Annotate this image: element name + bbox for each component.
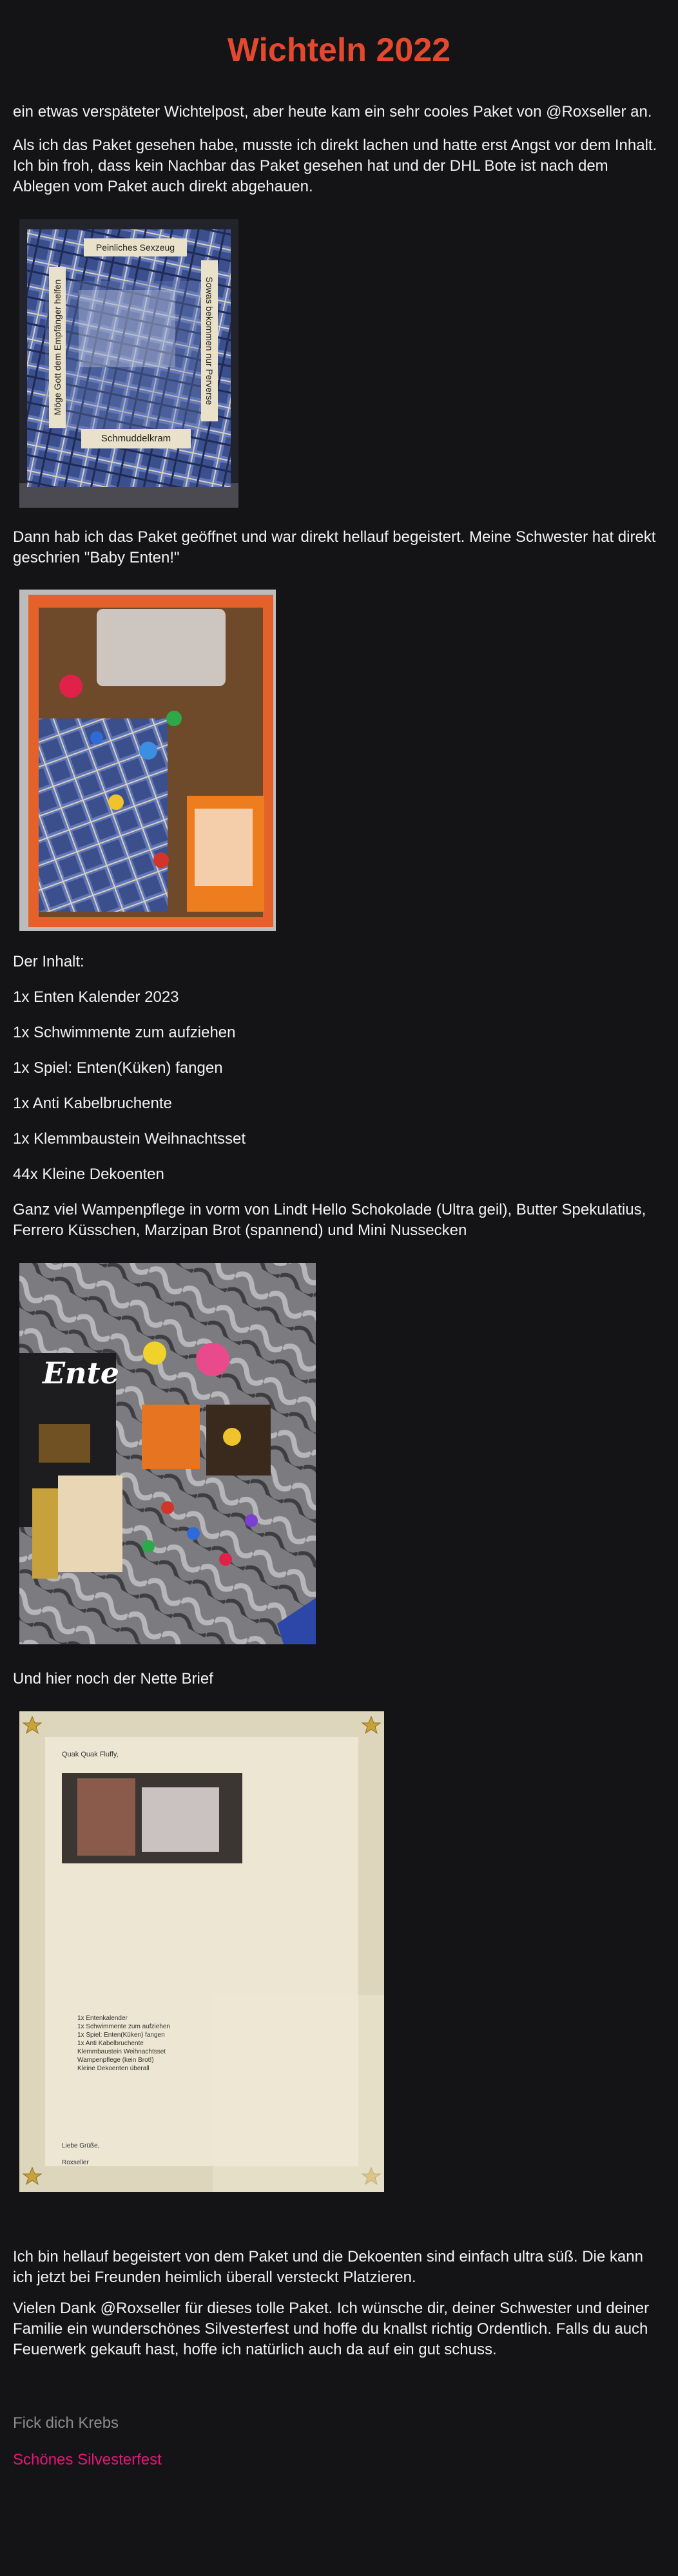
post-title: Wichteln 2022 [227, 32, 451, 69]
letter-photo [19, 1711, 384, 2192]
intro-paragraph-2: Als ich das Paket gesehen habe, musste ich direkt lachen und hatte erst Angst vor dem Inhalt. Ich bin froh, dass kein Nachbar das Paket gesehen hat und der DHL Bote ist nach dem Ablegen vom Paket auch direkt abgehauen. [13, 137, 657, 195]
letter-border [19, 1711, 384, 2192]
intro-paragraph-1: ein etwas verspäteter Wichtelpost, aber heute kam ein sehr cooles Paket von @Roxseller an. [13, 103, 652, 120]
package-photo [19, 219, 238, 508]
opened-box-image [19, 590, 276, 931]
letter-list-item: 1x Schwimmente zum aufziehen [77, 2023, 170, 2030]
footer-greeting: Schönes Silvesterfest [13, 2451, 162, 2468]
contents-item: 1x Spiel: Enten(Küken) fangen [13, 1059, 223, 1077]
contents-image [19, 1263, 316, 1644]
outro-paragraph-1: Ich bin hellauf begeistert von dem Paket und die Dekoenten sind einfach ultra süß. Die kann ich jetzt bei Freunden heimlich überall versteckt Platzieren. [13, 2248, 643, 2286]
contents-item: 1x Anti Kabelbruchente [13, 1095, 172, 1112]
label-right: Sowas bekommen nur Perverse [201, 260, 218, 421]
footer-muted-text: Fick dich Krebs [13, 2414, 119, 2432]
letter-closing: Liebe Grüße, [62, 2142, 100, 2149]
label-left: Möge Gott dem Empfänger helfen [49, 267, 66, 428]
letter-list-item: Kleine Dekoenten überall [77, 2065, 150, 2072]
letter-list-item: 1x Spiel: Enten(Küken) fangen [77, 2032, 165, 2039]
calendar-label: Ente [43, 1356, 120, 1390]
letter-heading: Und hier noch der Nette Brief [13, 1670, 213, 1687]
label-top: Peinliches Sexzeug [84, 238, 187, 256]
letter-list-item: 1x Entenkalender [77, 2015, 128, 2022]
contents-item: 1x Schwimmente zum aufziehen [13, 1024, 236, 1041]
opened-paragraph: Dann hab ich das Paket geöffnet und war direkt hellauf begeistert. Meine Schwester hat direkt geschrien "Baby Enten!" [13, 528, 656, 566]
outro-paragraph-2: Vielen Dank @Roxseller für dieses tolle Paket. Ich wünsche dir, deiner Schwester und deiner Familie ein wunderschönes Silvesterfest und hoffe du knallst richtig Ordentlich. Falls du auch Feuerwerk gekauft hast, hoffe ich natürlich auch da auf ein gut schuss. [13, 2300, 650, 2358]
letter-list-item: 1x Anti Kabelbruchente [77, 2040, 144, 2047]
contents-item: 1x Enten Kalender 2023 [13, 988, 179, 1006]
letter-list [77, 2014, 271, 2073]
contents-heading: Der Inhalt: [13, 953, 84, 970]
contents-item: 1x Klemmbaustein Weihnachtsset [13, 1130, 246, 1148]
contents-item: 44x Kleine Dekoenten [13, 1166, 164, 1183]
letter-list-item: Klemmbaustein Weihnachtsset [77, 2048, 166, 2055]
letter-signature: Roxseller [62, 2159, 89, 2166]
contents-photo [19, 1263, 316, 1644]
label-bottom: Schmuddelkram [81, 429, 191, 448]
opened-box-photo [19, 590, 276, 931]
letter-greeting: Quak Quak Fluffy, [62, 1751, 119, 1758]
letter-list-item: Wampenpflege (kein Brot!) [77, 2057, 154, 2064]
chocolate-paragraph: Ganz viel Wampenpflege in vorm von Lindt Hello Schokolade (Ultra geil), Butter Spekulatius, Ferrero Küsschen, Marzipan Brot (spannend) und Mini Nussecken [13, 1201, 646, 1239]
